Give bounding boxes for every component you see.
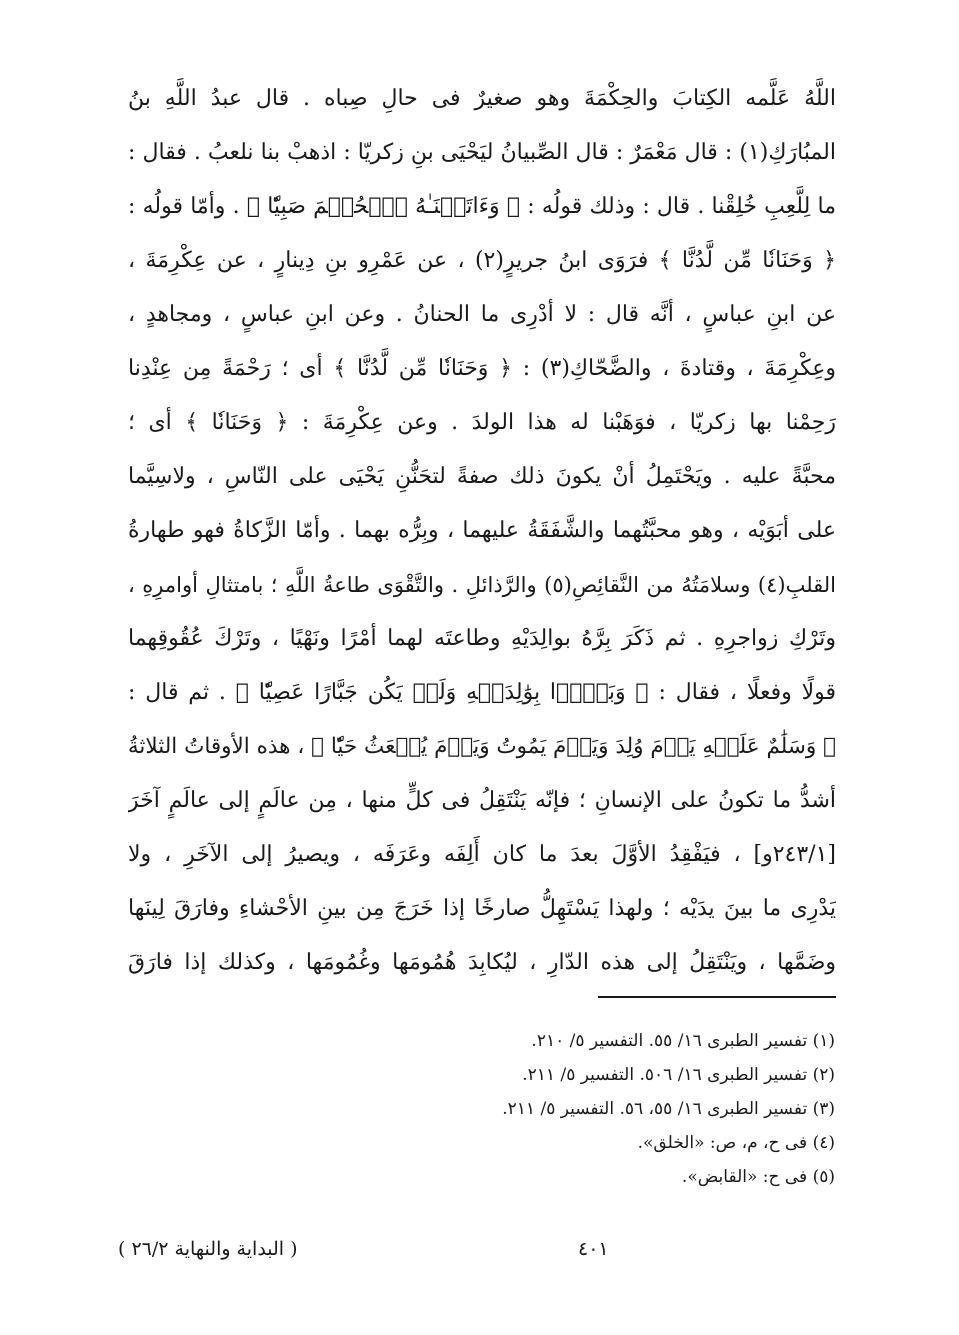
footnote: (٥) فى ح: «القابض». xyxy=(681,1167,835,1187)
text-line: محبَّةً عليه . ويَحْتَمِلُ أنْ يكونَ ذلك صفةً لتحَنُّنِ يَحْيَى على النّاسِ ، ولاسِيَّما xyxy=(128,464,836,489)
text-line: وتَرْكِ زواجرِهِ . ثم ذَكَرَ بِرَّهُ بوالِدَيْهِ وطاعتَه لهما أمْرًا ونَهْيًا ، وتَرْكَ عُقُوقِهما xyxy=(128,626,836,651)
text-line: على أبَوَيْه ، وهو محبَّتُهما والشَّفَقَةُ عليهما ، وبِرُّه بهما . وأمّا الزَّكاةُ فهو طهارةُ xyxy=(128,518,836,543)
page-number: ٤٠١ xyxy=(578,1238,609,1260)
footnotes xyxy=(275,1024,835,1194)
text-line: ما لِلَّعِبِ خُلِقْنا . قال : وذلك قولُه : ﴿ وَءَاتَيۡنَـٰهُ ٱلۡحُكۡمَ صَبِيّٗا ﴾ . وأمّا قولُه : xyxy=(128,194,836,219)
text-line: وعِكْرِمَةَ ، وقتادةَ ، والضَّحّاكِ(٣) : ﴿ وَحَنَانٗا مِّن لَّدُنَّا ﴾ أى ؛ رَحْمَةً مِن عِنْدِنا xyxy=(128,356,836,381)
footnote: (٤) فى ح، م، ص: «الخلق». xyxy=(637,1133,835,1153)
text-line: أشدُّ ما تكونُ على الإنسانِ ؛ فإنّه يَنْتَقِلُ فى كلٍّ منها ، مِن عالَمٍ إلى عالَمٍ آخَرَ xyxy=(128,788,836,813)
text-line: يَدْرِى ما بينَ يدَيْه ؛ ولهذا يَسْتَهِلُّ صارخًا إذا خَرَجَ مِن بينِ الأحْشاءِ وفارَقَ لِينَها xyxy=(128,896,836,921)
text-line: القلبِ(٤) وسلامَتُهُ من النَّقائِصِ(٥) والرَّذائلِ . والتَّقْوَى طاعةُ اللَّهِ ؛ بامتثالِ أوامرِهِ ، xyxy=(128,573,836,597)
source-reference: ( البداية والنهاية ٢٦/٢ ) xyxy=(118,1238,298,1260)
text-line: عن ابنِ عباسٍ ، أنَّه قال : لا أدْرِى ما الحنانُ . وعن ابنِ عباسٍ ، ومجاهدٍ ، xyxy=(128,302,836,327)
footnote: (٣) تفسير الطبرى ١٦/ ٥٥، ٥٦. التفسير ٥/ ٢١١. xyxy=(502,1099,835,1119)
page-footer xyxy=(118,1234,835,1264)
text-line: ﴿ وَحَنَانٗا مِّن لَّدُنَّا ﴾ فرَوَى ابنُ جريرٍ(٢) ، عن عَمْرِو بنِ دِينارٍ ، عن عِكْرِمَةَ ، xyxy=(128,248,836,273)
footnote: (٢) تفسير الطبرى ١٦/ ٥٠٦. التفسير ٥/ ٢١١. xyxy=(522,1065,835,1085)
text-line: قولًا وفعلًا ، فقال : ﴿ وَبَرَّۢا بِوَٰلِدَيۡهِ وَلَمۡ يَكُن جَبَّارًا عَصِيّٗا ﴾ . ثم قال : xyxy=(128,680,836,705)
text-line: المبُارَكِ(١) : قال مَعْمَرٌ : قال الصِّبيانُ ليَحْيَى بنِ زكريّا : اذهبْ بنا نلعبُ . فقال : xyxy=(128,140,836,165)
text-line: ﴿ وَسَلَٰمٌ عَلَيۡهِ يَوۡمَ وُلِدَ وَيَوۡمَ يَمُوتُ وَيَوۡمَ يُبۡعَثُ حَيّٗا ﴾ ، هذه الأوقاتُ الثلاثةُ xyxy=(128,734,836,759)
text-line: رَحِمْنا بها زكريّا ، فوَهَبْنا له هذا الولدَ . وعن عِكْرِمَةَ : ﴿ وَحَنَانٗا ﴾ أى ؛ xyxy=(128,410,836,435)
footnote: (١) تفسير الطبرى ١٦/ ٥٥. التفسير ٥/ ٢١٠. xyxy=(531,1031,835,1051)
text-line: اللَّهُ عَلَّمه الكِتابَ والحِكْمَةَ وهو صغيرٌ فى حالِ صِباه . قال عبدُ اللَّهِ بنُ xyxy=(128,86,836,111)
text-line: [٢٤٣/١و] ، فيَفْقِدُ الأوَّلَ بعدَ ما كان أَلِفَه وعَرَفَه ، ويصيرُ إلى الآخَرِ ، ولا xyxy=(128,842,836,867)
main-text xyxy=(128,72,836,990)
text-line: وضَمَّها ، ويَنْتَقِلُ إلى هذه الدّارِ ، ليُكابِدَ هُمُومَها وغُمُومَها ، وكذلك إذا فارَقَ xyxy=(128,950,836,975)
footnote-separator xyxy=(598,996,836,998)
